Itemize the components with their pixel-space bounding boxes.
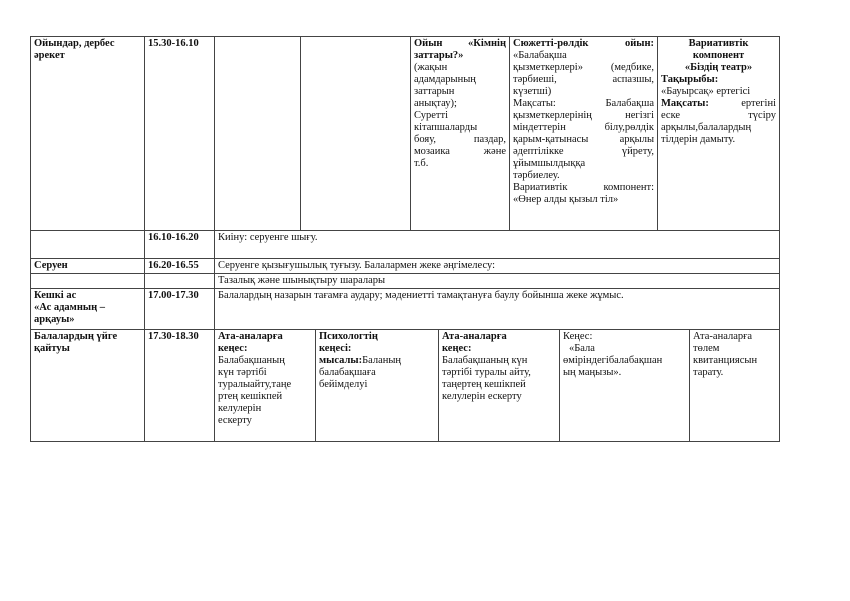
walk-time-cell (144, 258, 215, 274)
dinner-activity-line: «Ас адамның – (34, 302, 105, 313)
roleplay-line: «Өнер алды қызыл тіл» (513, 194, 619, 205)
goal-line: арқылы,балалардың (661, 122, 752, 133)
walk-activity: Серуен (34, 260, 68, 271)
roleplay-line: тәрбиеші, аспазшы, (513, 74, 654, 85)
goal-line: еске түсіру (661, 110, 776, 121)
home-time-cell (144, 329, 215, 442)
walk-text: Серуенге қызығушылық туғызу. Балалармен жеке әңгімелесу: (218, 260, 495, 271)
receipt-line: тарату. (693, 367, 724, 378)
roleplay-line: «Балабақша (513, 50, 567, 61)
games-col6-cell (657, 36, 780, 231)
dress-activity-cell (30, 230, 145, 259)
roleplay-line: қарым-қатынасы арқылы (513, 134, 654, 145)
advice-line: ескерту (218, 415, 252, 426)
game-body-line: анықтау); (414, 98, 457, 109)
roleplay-line: қызметкерлерінің негізгі (513, 110, 654, 121)
roleplay-line: қызметкерлері» (медбике, (513, 62, 654, 73)
roleplay-title: Сюжетті-рөлдік ойын: (513, 38, 654, 49)
advice3-line: өміріндегібалабақшан (563, 355, 663, 366)
goal-line: тілдерін дамыту. (661, 134, 736, 145)
topic-label: Тақырыбы: (661, 74, 719, 85)
dinner-activity-line: Кешкі ас (34, 290, 77, 301)
home-activity-line: қайтуы (34, 343, 70, 354)
goal-label: Мақсаты: (661, 98, 709, 109)
dinner-time: 17.00-17.30 (148, 290, 199, 301)
roleplay-line: ұйымшылдыққа (513, 158, 586, 169)
game-title-line2: заттары?» (414, 50, 464, 61)
dinner-text-cell (214, 288, 780, 330)
dress-time: 16.10-16.20 (148, 232, 199, 243)
advice2-line: келулерін ескерту (442, 391, 522, 402)
receipt-line: төлем (693, 343, 720, 354)
advice3-line: «Бала (569, 343, 595, 354)
topic-text: «Бауырсақ» ертегісі (661, 86, 751, 97)
games-col5-cell (509, 36, 658, 231)
game-body-line: (жақын (414, 62, 448, 73)
psych-title: Психологтің (319, 331, 378, 342)
advice2-title: Ата-аналарға (442, 331, 507, 342)
roleplay-line: тәрбиелеу. (513, 170, 560, 181)
advice-title: Ата-аналарға (218, 331, 283, 342)
games-time: 15.30-16.10 (148, 38, 199, 49)
advice-line: келулерін (218, 403, 262, 414)
psych-line: балабақшаға (319, 367, 376, 378)
games-empty-cell-1 (214, 36, 301, 231)
home-time: 17.30-18.30 (148, 331, 199, 342)
roleplay-line: міндеттерін білу,рөлдік (513, 122, 654, 133)
roleplay-line: Вариативтік компонент: (513, 182, 654, 193)
dinner-activity-cell (30, 288, 145, 330)
receipt-line: квитанциясын (693, 355, 758, 366)
dress-text: Киіну: серуенге шығу. (218, 232, 318, 243)
home-receipt-cell (689, 329, 780, 442)
receipt-line: Ата-аналарға (693, 331, 753, 342)
game-body-line: т.б. (414, 158, 429, 169)
walk2-activity-cell (30, 273, 145, 289)
advice2-line: таңертең кешікпей (442, 379, 526, 390)
dress-text-cell (214, 230, 780, 259)
variative-heading: «Біздің театр» (684, 62, 753, 73)
variative-heading: Вариативтік (688, 38, 749, 49)
goal-rest: ертегіні (741, 98, 776, 109)
home-advice-cell-3 (559, 329, 690, 442)
roleplay-line: әдептілікке үйрету, (513, 146, 654, 157)
dinner-time-cell (144, 288, 215, 330)
game-body-line: Суретті (414, 110, 448, 121)
games-col4-cell (410, 36, 510, 231)
games-time-cell (144, 36, 215, 231)
game-body-line: бояу, паздар, (414, 134, 506, 145)
game-title-line1: Ойын «Кімнің (414, 38, 506, 49)
walk2-time-cell (144, 273, 215, 289)
advice-line: ртең кешікпей (218, 391, 283, 402)
dress-time-cell (144, 230, 215, 259)
game-body-line: кітапшаларды (414, 122, 478, 133)
games-empty-cell-2 (300, 36, 411, 231)
games-activity-cell (30, 36, 145, 231)
psych-example-rest: Баланың (362, 355, 402, 366)
goal-first-line (661, 98, 776, 110)
home-advice-cell-1 (214, 329, 316, 442)
advice-line: туралыайту,таңе (218, 379, 292, 390)
games-activity: Ойындар, дербес әрекет (34, 38, 115, 61)
psych-title: кеңесі: (319, 343, 352, 354)
advice-line: күн тәртібі (218, 367, 267, 378)
psych-line: бейімделуі (319, 379, 368, 390)
dinner-activity-line: арқауы» (34, 314, 75, 325)
advice3-line: ың маңызы». (563, 367, 622, 378)
game-body-line: адамдарының (414, 74, 476, 85)
advice-line: Балабақшаның (218, 355, 285, 366)
dinner-text: Балалардың назарын тағамға аудару; мәдениетті тамақтануға баулу бойынша жеке жұмыс. (218, 290, 624, 301)
advice-title: кеңес: (218, 343, 248, 354)
home-activity-cell (30, 329, 145, 442)
walk-text-2: Тазалық және шынықтыру шаралары (218, 275, 386, 286)
psych-example-line (319, 355, 435, 367)
advice2-line: тәртібі туралы айту, (442, 367, 531, 378)
game-body-line: заттарын (414, 86, 455, 97)
home-advice-cell-2 (438, 329, 560, 442)
variative-heading: компонент (692, 50, 745, 61)
game-body-line: мозаика және (414, 146, 506, 157)
walk2-text-cell (214, 273, 780, 289)
walk-activity-cell (30, 258, 145, 274)
home-activity-line: Балалардың үйге (34, 331, 118, 342)
advice2-title: кеңес: (442, 343, 472, 354)
roleplay-line: Мақсаты: Балабақша (513, 98, 654, 109)
roleplay-line: күзетші) (513, 86, 552, 97)
home-psychologist-cell (315, 329, 439, 442)
walk-time: 16.20-16.55 (148, 260, 199, 271)
walk-text-cell (214, 258, 780, 274)
psych-example-label: мысалы: (319, 355, 363, 366)
advice2-line: Балабақшаның күн (442, 355, 528, 366)
advice3-label: Кеңес: (563, 331, 593, 342)
